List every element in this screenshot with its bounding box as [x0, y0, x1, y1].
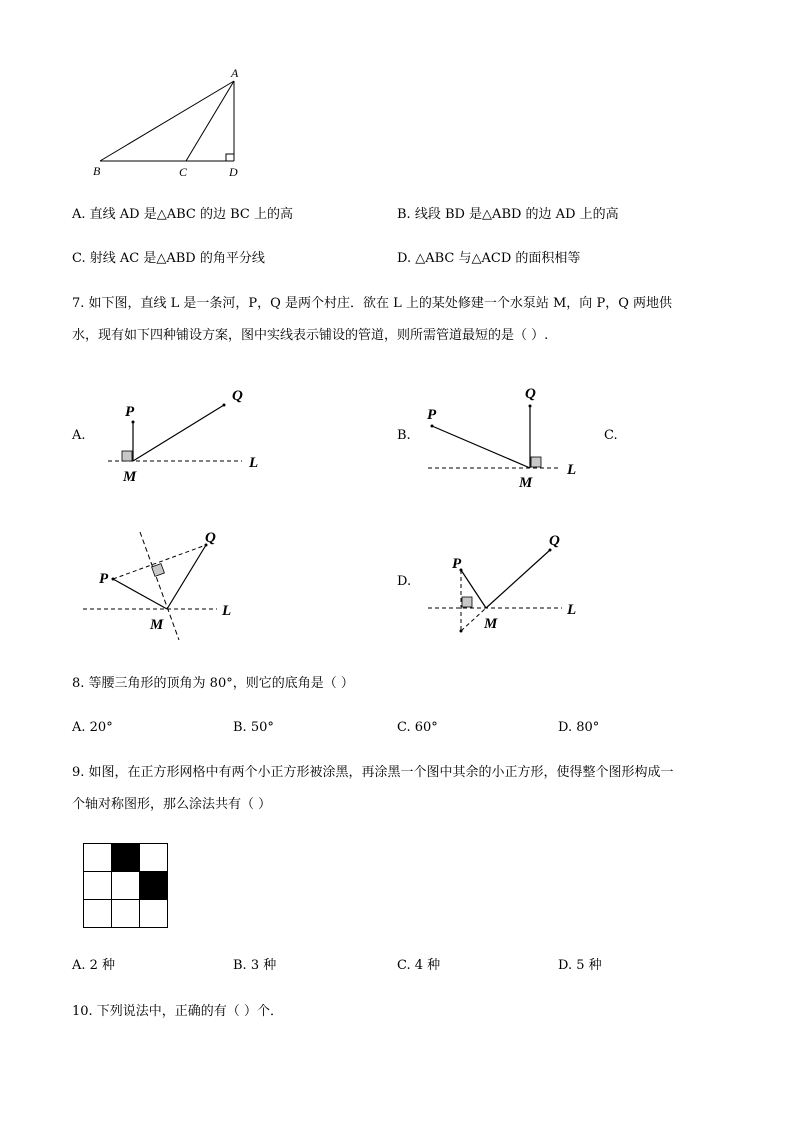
grid-cell-black	[111, 843, 140, 872]
segment-Pprime-M-dashed	[461, 608, 486, 631]
q7-figure-c	[75, 522, 250, 642]
pipe-MQ	[486, 550, 550, 608]
right-angle-mark	[122, 451, 132, 461]
q7-option-d-label: D.	[397, 574, 412, 589]
label-M: M	[150, 617, 164, 633]
q7-option-c-label: C.	[604, 428, 618, 443]
label-P: P	[427, 407, 437, 423]
q9-question-line2: 个轴对称图形，那么涂法共有（ ）	[72, 797, 272, 812]
q9-option-c: C. 4 种	[397, 958, 441, 973]
point-Q	[223, 404, 226, 407]
q7-question-line1: 7. 如下图，直线 L 是一条河，P，Q 是两个村庄．欲在 L 上的某处修建一个水泵站 M，向 P，Q 两地供	[72, 296, 672, 311]
grid-cell-black	[139, 871, 168, 900]
q6-option-d: D. △ABC 与△ACD 的面积相等	[397, 251, 581, 266]
q6-option-a: A. 直线 AD 是△ABC 的边 BC 上的高	[72, 207, 293, 222]
q7-option-b-label: B.	[397, 428, 411, 443]
grid-cell-white	[139, 899, 168, 928]
grid-cell-white	[111, 871, 140, 900]
point-Q	[529, 405, 532, 408]
q7-option-a-label: A.	[72, 428, 86, 443]
pipe-MQ	[133, 405, 224, 461]
label-M: M	[519, 475, 533, 491]
grid-cell-white	[111, 899, 140, 928]
q6-triangle-figure	[85, 62, 255, 187]
q8-option-d: D. 80°	[558, 720, 600, 735]
label-D: D	[229, 165, 238, 179]
grid-cell-white	[83, 899, 112, 928]
q6-option-b: B. 线段 BD 是△ABD 的边 AD 上的高	[397, 207, 619, 222]
q7-figure-b	[420, 378, 600, 493]
point-P	[132, 421, 135, 424]
label-Q: Q	[525, 386, 536, 402]
label-P: P	[99, 571, 109, 587]
pipe-QM	[167, 545, 206, 609]
q9-question-line1: 9. 如图，在正方形网格中有两个小正方形被涂黑，再涂黑一个图中其余的小正方形，使得整个图形构成一	[72, 765, 674, 780]
label-P: P	[452, 556, 462, 572]
point-P	[112, 578, 115, 581]
q10-question: 10. 下列说法中，正确的有（ ）个．	[72, 1004, 283, 1019]
label-B: B	[93, 164, 101, 178]
label-L: L	[249, 455, 259, 471]
q7-figure-a	[100, 380, 270, 490]
segment-AB	[100, 81, 234, 161]
q8-option-a: A. 20°	[72, 720, 113, 735]
q9-square-grid	[83, 843, 167, 927]
q9-option-b: B. 3 种	[233, 958, 277, 973]
pipe-PM	[432, 426, 530, 468]
q6-option-c: C. 射线 AC 是△ABD 的角平分线	[72, 251, 265, 266]
q8-option-b: B. 50°	[233, 720, 274, 735]
right-angle-mark	[152, 564, 165, 577]
grid-cell-white	[83, 871, 112, 900]
q8-option-c: C. 60°	[397, 720, 438, 735]
label-P: P	[125, 404, 135, 420]
segment-AC	[186, 81, 234, 161]
right-angle-mark	[226, 154, 234, 161]
point-P-prime	[460, 630, 463, 633]
q9-option-a: A. 2 种	[72, 958, 116, 973]
label-M: M	[123, 469, 137, 485]
pipe-PM	[113, 579, 167, 609]
label-Q: Q	[232, 388, 243, 404]
right-angle-mark	[531, 457, 541, 467]
q7-question-line2: 水，现有如下四种铺设方案，图中实线表示铺设的管道，则所需管道最短的是（ ）.	[72, 328, 549, 343]
label-L: L	[567, 462, 577, 478]
label-L: L	[222, 603, 232, 619]
label-A: A	[231, 66, 239, 80]
q7-figure-d	[420, 528, 600, 640]
label-Q: Q	[205, 530, 216, 546]
label-C: C	[179, 165, 188, 179]
grid-cell-white	[139, 843, 168, 872]
label-Q: Q	[549, 533, 560, 549]
q8-question: 8. 等腰三角形的顶角为 80°，则它的底角是（ ）	[72, 676, 354, 691]
grid-cell-white	[83, 843, 112, 872]
right-angle-mark	[462, 597, 472, 607]
q9-option-d: D. 5 种	[558, 958, 602, 973]
label-M: M	[484, 616, 498, 632]
label-L: L	[567, 602, 577, 618]
point-P	[431, 425, 434, 428]
